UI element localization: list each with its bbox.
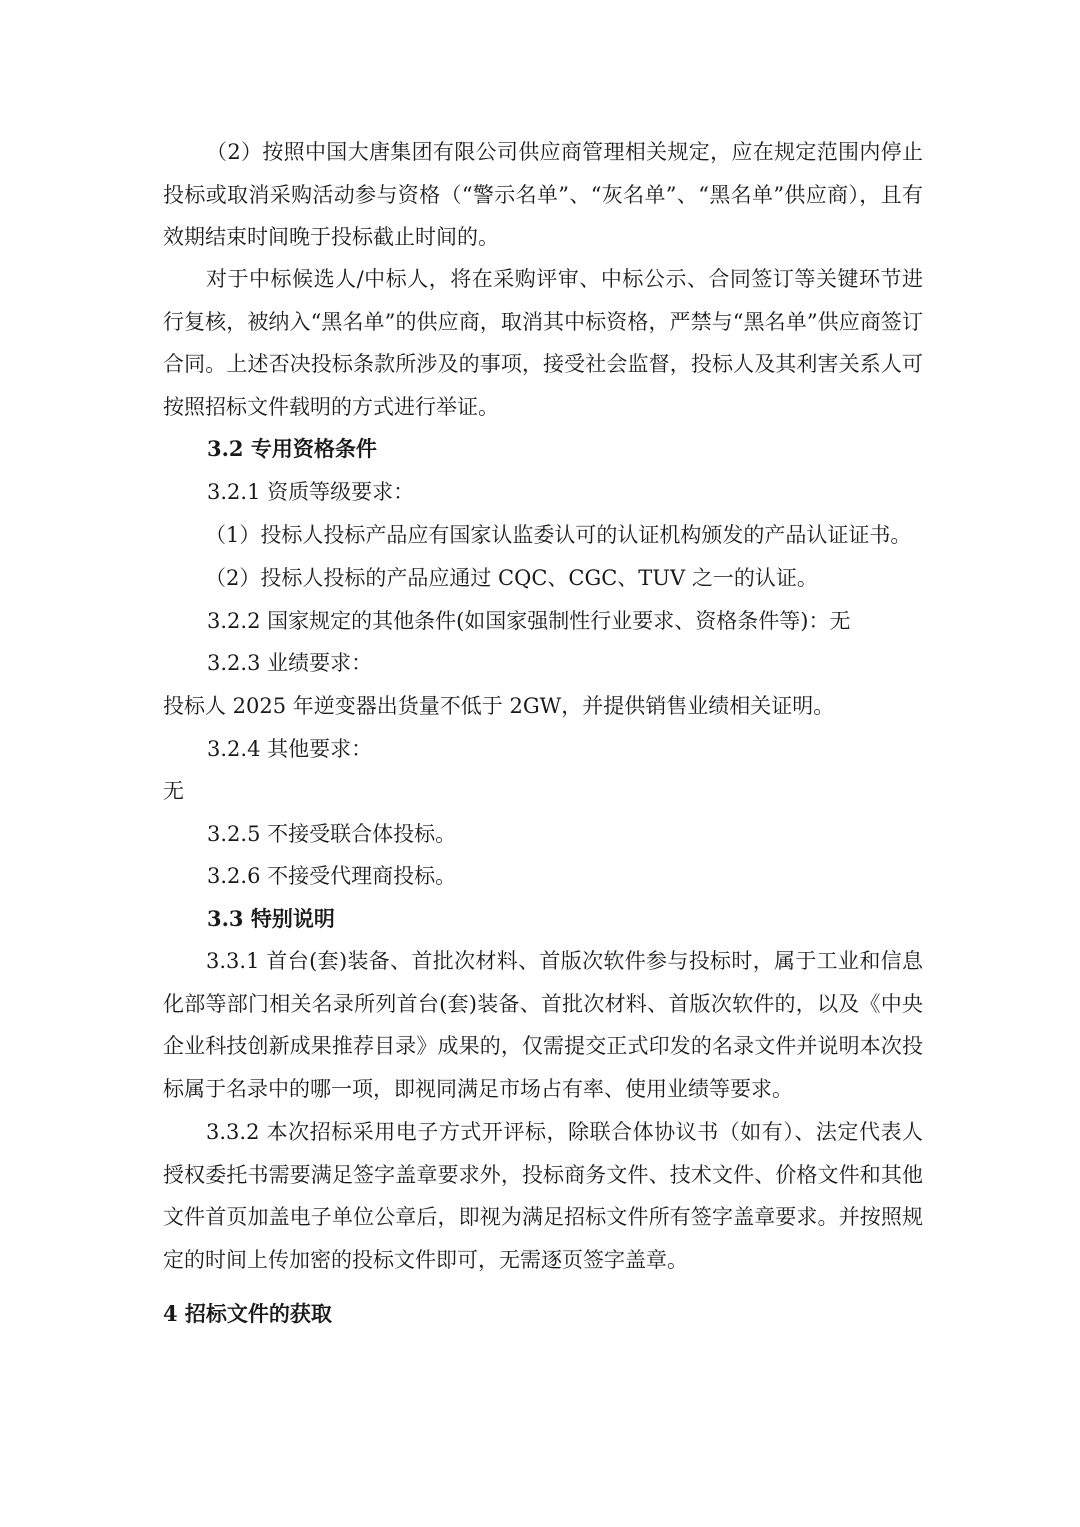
section-heading-3-3: 3.3 特别说明 [207, 906, 335, 931]
subsection-3-2-2: 3.2.2 国家规定的其他条件(如国家强制性行业要求、资格条件等)：无 [207, 609, 851, 633]
subsection-3-2-1: 3.2.1 资质等级要求： [207, 480, 415, 504]
paragraph-3-3-1: 3.3.1 首台(套)装备、首批次材料、首版次软件参与投标时，属于工业和信息化部等部门相关名录所列首台(套)装备、首批次材料、首版次软件的，以及《中央企业科技创新成果推荐目录》成果的，仅需提交正式印发的名录文件并说明本次投标属于名录中的哪一项，即视同满足市场占有率、使用业绩等要求。 [163, 949, 923, 1101]
paragraph-3-3-2: 3.3.2 本次招标采用电子方式开评标，除联合体协议书（如有）、法定代表人授权委托书需要满足签字盖章要求外，投标商务文件、技术文件、价格文件和其他文件首页加盖电子单位公章后，即视为满足招标文件所有签字盖章要求。并按照规定的时间上传加密的投标文件即可，无需逐页签字盖章。 [163, 1120, 923, 1272]
performance-requirement-text: 投标人 2025 年逆变器出货量不低于 2GW，并提供销售业绩相关证明。 [163, 694, 835, 718]
paragraph-supplier-restriction: （2）按照中国大唐集团有限公司供应商管理相关规定，应在规定范围内停止投标或取消采购活动参与资格（“警示名单”、“灰名单”、“黑名单”供应商），且有效期结束时间晚于投标截止时间的。 [163, 140, 923, 249]
paragraph-review-blacklist: 对于中标候选人/中标人，将在采购评审、中标公示、合同签订等关键环节进行复核，被纳入“黑名单”的供应商，取消其中标资格，严禁与“黑名单”供应商签订合同。上述否决投标条款所涉及的事项，接受社会监督，投标人及其利害关系人可按照招标文件载明的方式进行举证。 [163, 267, 923, 419]
section-heading-3-2: 3.2 专用资格条件 [207, 436, 377, 461]
section-heading-4: 4 招标文件的获取 [163, 1301, 332, 1326]
subsection-3-2-5: 3.2.5 不接受联合体投标。 [207, 822, 457, 846]
subsection-3-2-3: 3.2.3 业绩要求： [207, 651, 373, 675]
other-requirement-text: 无 [163, 779, 184, 803]
subsection-3-2-6: 3.2.6 不接受代理商投标。 [207, 864, 457, 888]
requirement-item-1: （1）投标人投标产品应有国家认监委认可的认证机构颁发的产品认证证书。 [205, 523, 912, 547]
requirement-item-2: （2）投标人投标的产品应通过 CQC、CGC、TUV 之一的认证。 [205, 566, 818, 590]
subsection-3-2-4: 3.2.4 其他要求： [207, 737, 373, 761]
